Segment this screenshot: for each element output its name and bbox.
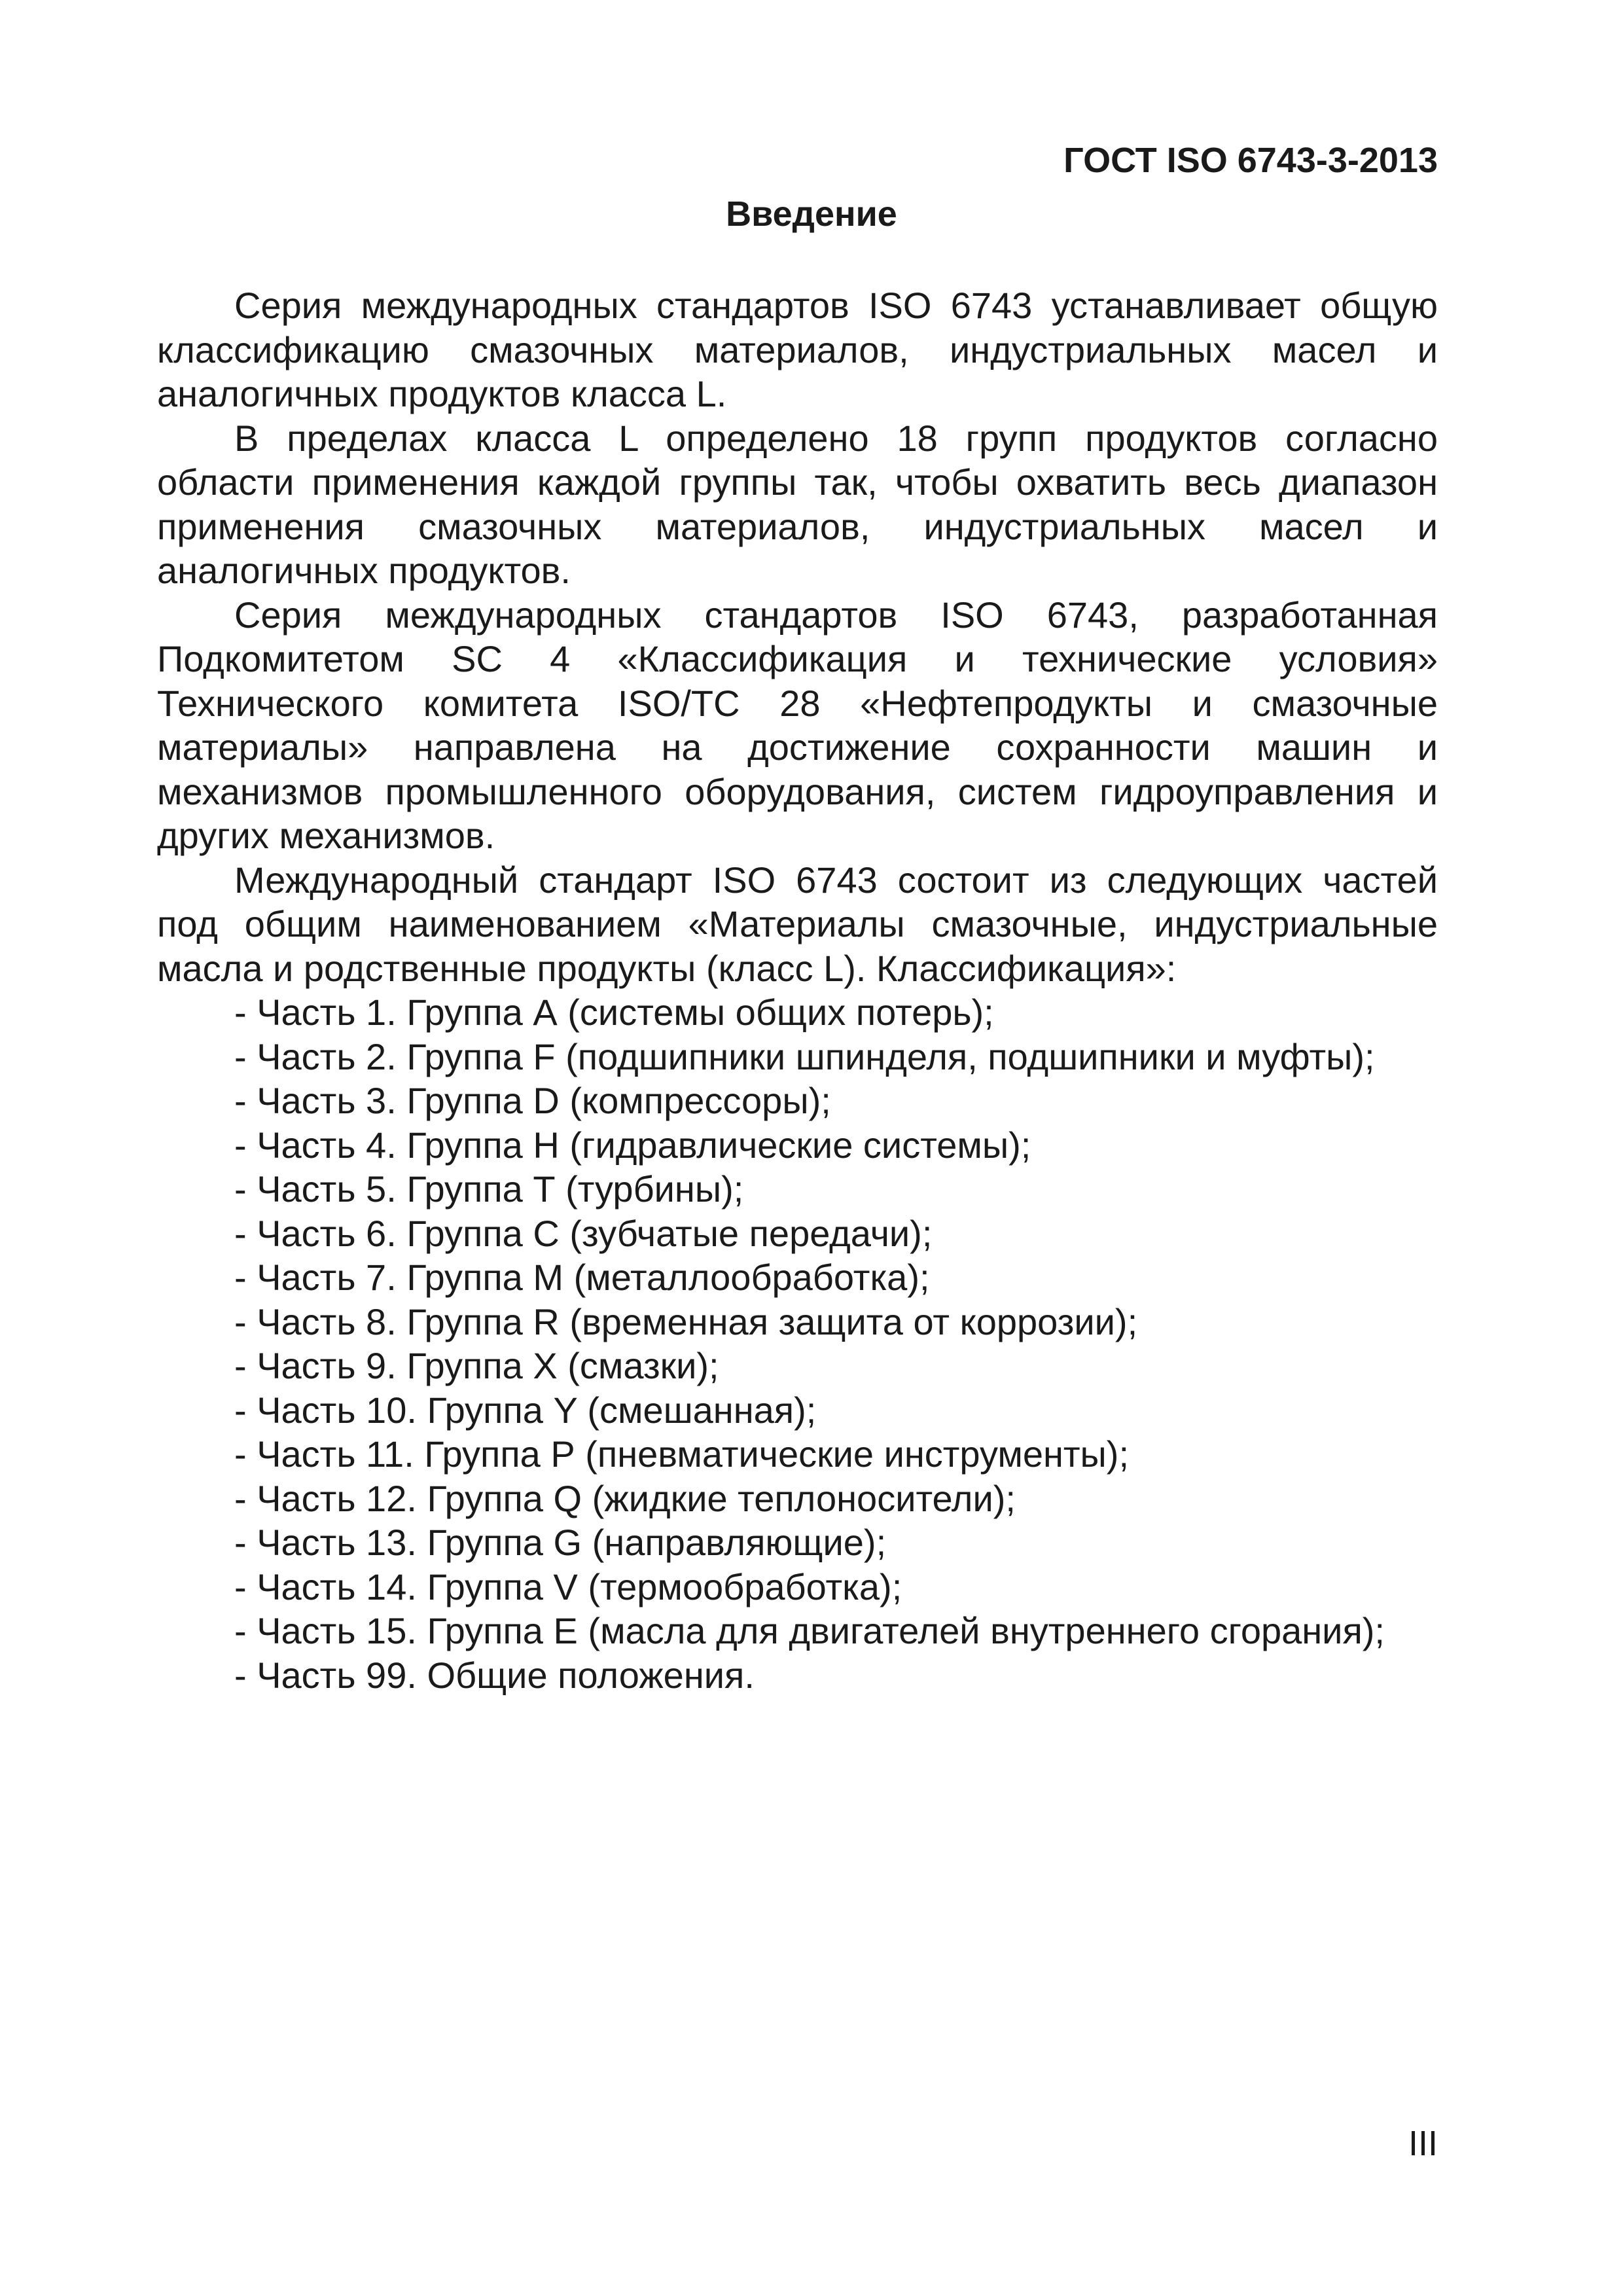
paragraph: Серия международных стандартов ISO 6743, разработанная Подкомитетом SC 4 «Классификация и технические условия» Технического комитета ISO/TC 28 «Нефтепродукты и смазочные материалы» направлена на достижение сохранности машин и механизмов промышленного оборудования, систем гидроуправления и других механизмов. [157, 594, 1438, 856]
list-item: - Часть 99. Общие положения. [234, 1654, 755, 1696]
list-item: - Часть 3. Группа D (компрессоры); [234, 1080, 831, 1121]
list-item: - Часть 9. Группа Х (смазки); [234, 1345, 719, 1386]
standard-code-header: ГОСТ ISO 6743-3-2013 [1063, 141, 1438, 180]
list-item: - Часть 8. Группа R (временная защита от коррозии); [234, 1300, 1138, 1342]
section-title: Введение [726, 194, 897, 234]
list-item: - Часть 6. Группа С (зубчатые передачи); [234, 1212, 933, 1254]
paragraph: Серия международных стандартов ISO 6743 устанавливает общую классификацию смазочных материалов, индустриальных масел и аналогичных продуктов класса L. [157, 285, 1438, 414]
list-item: - Часть 12. Группа Q (жидкие теплоносители); [234, 1477, 1016, 1519]
list-item: - Часть 14. Группа V (термообработка); [234, 1566, 902, 1607]
list-item: - Часть 4. Группа H (гидравлические системы); [234, 1124, 1031, 1166]
list-item: - Часть 5. Группа Т (турбины); [234, 1168, 744, 1210]
list-item: - Часть 2. Группа F (подшипники шпинделя, подшипники и муфты); [234, 1035, 1375, 1077]
list-item: - Часть 11. Группа Р (пневматические инструменты); [234, 1433, 1129, 1475]
list-item: - Часть 1. Группа А (системы общих потерь); [234, 992, 994, 1033]
list-item: - Часть 7. Группа М (металлообработка); [234, 1257, 930, 1298]
page-number: III [1408, 2124, 1438, 2163]
paragraph: Международный стандарт ISO 6743 состоит из следующих частей под общим наименованием «Материалы смазочные, индустриальные масла и родственные продукты (класс L). Классификация»: [157, 859, 1438, 989]
parts-list [157, 990, 1438, 1697]
introduction-body [157, 283, 1438, 1697]
list-item: - Часть 13. Группа G (направляющие); [234, 1522, 887, 1563]
list-item: - Часть 15. Группа Е (масла для двигателей внутреннего сгорания); [234, 1610, 1385, 1651]
list-item: - Часть 10. Группа Y (смешанная); [234, 1389, 817, 1431]
paragraph: В пределах класса L определено 18 групп продуктов согласно области применения каждой группы так, чтобы охватить весь диапазон применения смазочных материалов, индустриальных масел и аналогичных продуктов. [157, 417, 1438, 591]
